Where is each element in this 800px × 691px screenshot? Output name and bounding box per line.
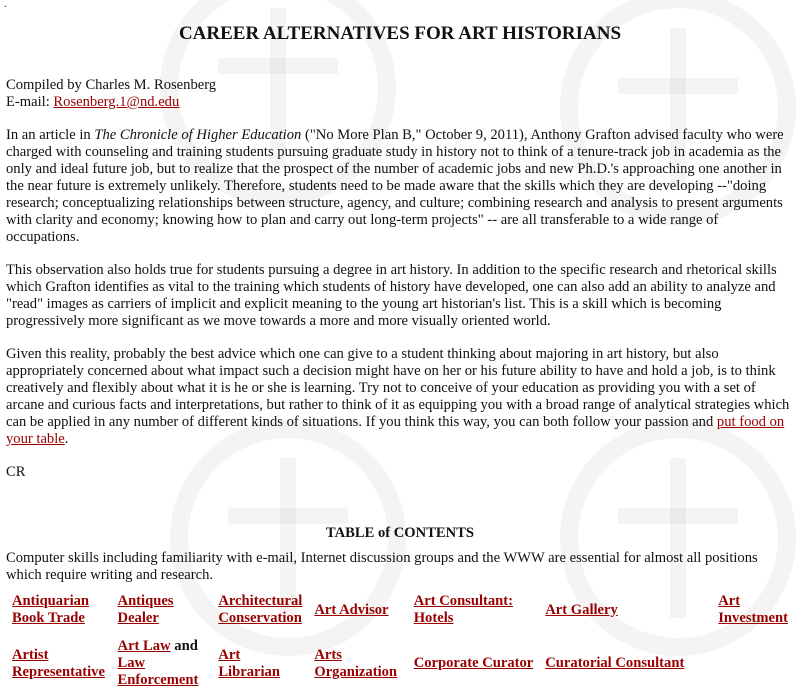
toc-link-art-advisor[interactable]: Art Advisor xyxy=(314,601,389,618)
signoff: CR xyxy=(6,464,26,480)
paragraph-3 xyxy=(6,346,794,448)
toc-link-curatorial-consultant[interactable]: Curatorial Consultant xyxy=(545,655,685,671)
p1-text-b: ("No More Plan B," October 9, 2011), Anthony Grafton advised faculty who were charged with counseling and training students pursuing graduate study in history not to think of a tenure-track job in academia as the only and ideal future job, but to realize that the prospect of the number of academic jobs and new Ph.D.'s approaching one another in the near future is extremely unlikely. Therefore, students need to be made aware that the skills which they are developing --"doing research; conceptualizing relationships between structure, agency, and culture; combining research and analysis to present arguments with clarity and economy; knowing how to plan and carry out long-term projects" -- are all transferable to a wide range of occupations. xyxy=(6,127,784,245)
toc-table xyxy=(6,584,794,691)
p3-text-b: . xyxy=(64,431,69,447)
and-text: and xyxy=(170,638,198,654)
journal-title: The Chronicle of Higher Education xyxy=(94,127,302,143)
compiled-by: Compiled by Charles M. Rosenberg xyxy=(6,77,217,93)
toc-link-corporate-curator[interactable]: Corporate Curator xyxy=(413,655,534,671)
p3-text-a: Given this reality, probably the best advice which one can give to a student thinking about majoring in art history, but also appropriately concerned about what impact such a decision might have on her or his future ability to have and hold a job, is to think creatively and flexibly about what it is he or she is learning. Try not to conceive of your education as providing you with a set of arcane and curious facts and interpretations, but rather to think of it as equipping you with a broad range of analytical strategies which can be applied in any number of different kinds of situations. If you think this way, you can both follow your passion and xyxy=(6,346,790,430)
toc-link-antiquarian[interactable]: Antiquarian Book Trade xyxy=(12,593,90,626)
email-label: E-mail: xyxy=(6,94,54,110)
toc-link-art-librarian[interactable]: Art Librarian xyxy=(218,646,280,680)
toc-link-architectural-conservation[interactable]: Architectural Conservation xyxy=(218,593,303,626)
toc-row xyxy=(6,636,794,691)
food-link[interactable]: put food on your table xyxy=(6,414,785,447)
email-link[interactable]: Rosenberg.1@nd.edu xyxy=(53,94,180,110)
toc-link-artist-representative[interactable]: Artist Representative xyxy=(12,646,105,680)
toc-link-antiques-dealer[interactable]: Antiques Dealer xyxy=(117,593,174,626)
byline xyxy=(6,77,794,111)
toc-title: TABLE of CONTENTS xyxy=(325,525,475,541)
toc-link-art-law[interactable]: Art Law xyxy=(117,638,171,654)
toc-link-art-gallery[interactable]: Art Gallery xyxy=(545,601,618,618)
toc-link-arts-organization[interactable]: Arts Organization xyxy=(314,646,398,680)
paragraph-2: This observation also holds true for students pursuing a degree in art history. In addition to the specific research and rhetorical skills which Grafton identifies as vital to the training which students of history have developed, one can also add an ability to analyze and "read" images as carriers of implicit and explicit meaning to the young art historian's list. This is a skill which is becoming progressively more significant as we move towards a more and more visually oriented world. xyxy=(6,262,777,329)
stray-dot: . xyxy=(4,0,7,10)
toc-intro: Computer skills including familiarity with e-mail, Internet discussion groups and the WWW are essential for almost all positions which require writing and research. xyxy=(6,550,758,583)
toc-link-art-investment[interactable]: Art Investment xyxy=(718,593,788,626)
page-title: CAREER ALTERNATIVES FOR ART HISTORIANS xyxy=(178,23,622,44)
toc-link-art-consultant-hotels[interactable]: Art Consultant: Hotels xyxy=(413,593,514,626)
p1-text-a: In an article in xyxy=(6,127,95,143)
toc-link-law-enforcement[interactable]: Law Enforcement xyxy=(117,655,199,688)
paragraph-1 xyxy=(6,127,794,246)
